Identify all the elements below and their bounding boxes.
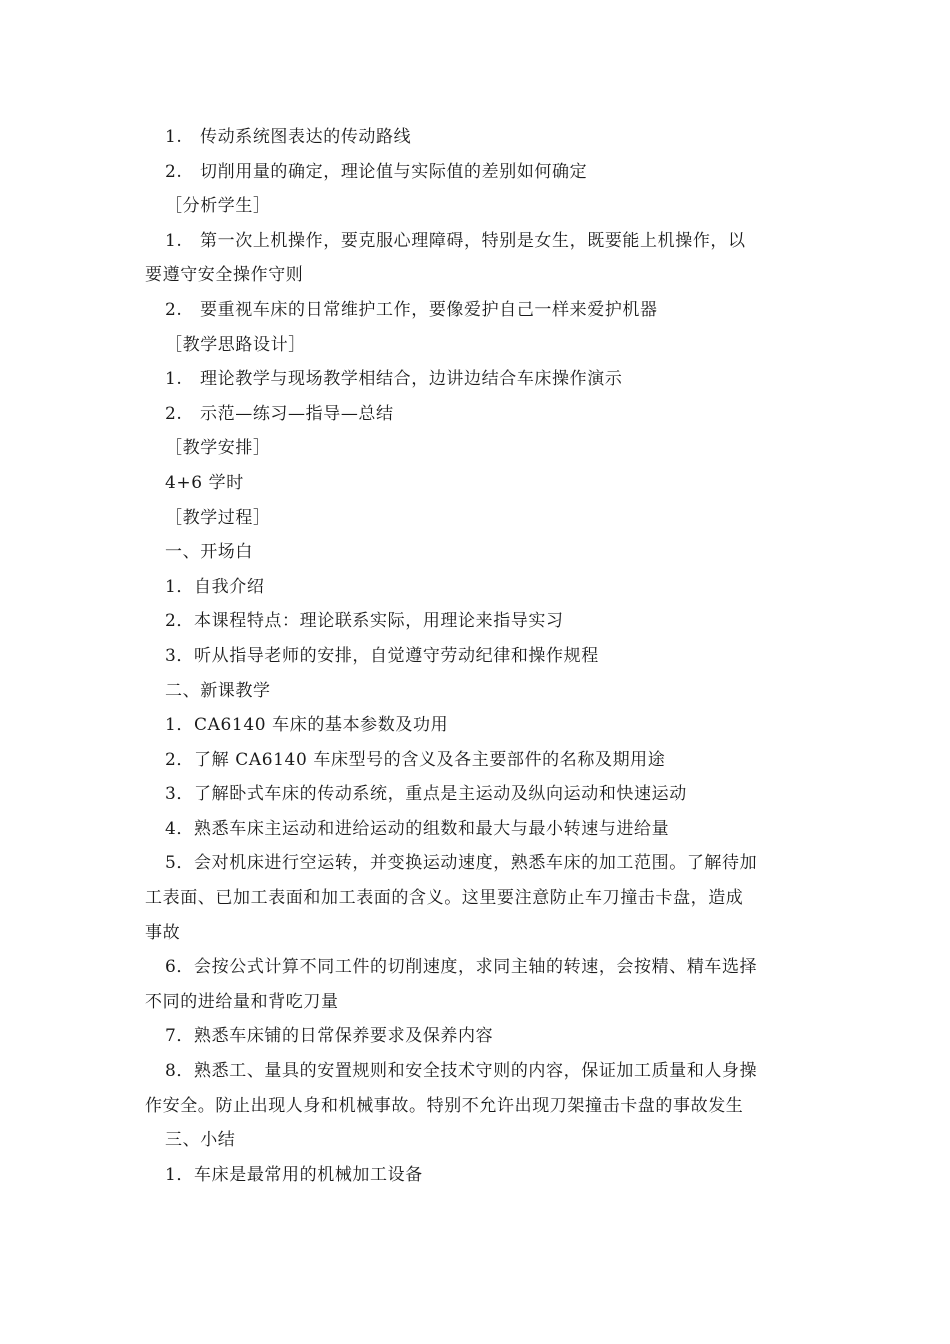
list-item-continuation: 要遵守安全操作守则 <box>145 265 304 286</box>
list-item: 3．了解卧式车床的传动系统，重点是主运动及纵向运动和快速运动 <box>165 784 687 805</box>
list-item: 2．本课程特点：理论联系实际，用理论来指导实习 <box>165 611 564 632</box>
paragraph: 4+6 学时 <box>165 472 244 493</box>
list-item-continuation: 作安全。防止出现人身和机械事故。特别不允许出现刀架撞击卡盘的事故发生 <box>145 1095 744 1116</box>
subsection-heading: 二、新课教学 <box>165 680 271 701</box>
list-item: 2. 切削用量的确定，理论值与实际值的差别如何确定 <box>165 161 588 182</box>
list-item-continuation: 工表面、已加工表面和加工表面的含义。这里要注意防止车刀撞击卡盘，造成 <box>145 888 744 909</box>
list-item-continuation: 事故 <box>145 922 181 943</box>
list-item: 4．熟悉车床主运动和进给运动的组数和最大与最小转速与进给量 <box>165 818 670 839</box>
list-item: 2. 示范—练习—指导—总结 <box>165 403 394 424</box>
subsection-heading: 一、开场白 <box>165 542 253 563</box>
section-heading: ［教学安排］ <box>165 438 271 459</box>
list-item: 1．CA6140 车床的基本参数及功用 <box>165 715 449 736</box>
list-item: 1．自我介绍 <box>165 576 265 597</box>
list-item: 1. 第一次上机操作，要克服心理障碍，特别是女生，既要能上机操作，以 <box>165 230 746 251</box>
section-heading: ［教学过程］ <box>165 507 271 528</box>
section-heading: ［教学思路设计］ <box>165 334 306 355</box>
section-heading: ［分析学生］ <box>165 196 271 217</box>
document-body <box>145 120 810 1192</box>
list-item: 2. 要重视车床的日常维护工作，要像爱护自己一样来爱护机器 <box>165 299 658 320</box>
list-item: 8．熟悉工、量具的安置规则和安全技术守则的内容，保证加工质量和人身操 <box>165 1061 758 1082</box>
list-item: 5．会对机床进行空运转，并变换运动速度，熟悉车床的加工范围。了解待加 <box>165 853 758 874</box>
list-item: 6．会按公式计算不同工件的切削速度，求同主轴的转速，会按精、精车选择 <box>165 957 758 978</box>
list-item-continuation: 不同的进给量和背吃刀量 <box>145 991 339 1012</box>
list-item: 1. 理论教学与现场教学相结合，边讲边结合车床操作演示 <box>165 369 623 390</box>
list-item: 3．听从指导老师的安排，自觉遵守劳动纪律和操作规程 <box>165 645 599 666</box>
list-item: 1. 传动系统图表达的传动路线 <box>165 127 412 147</box>
list-item: 2．了解 CA6140 车床型号的含义及各主要部件的名称及期用途 <box>165 749 666 770</box>
list-item: 1．车床是最常用的机械加工设备 <box>165 1164 423 1185</box>
subsection-heading: 三、小结 <box>165 1130 236 1151</box>
list-item: 7．熟悉车床铺的日常保养要求及保养内容 <box>165 1026 494 1047</box>
